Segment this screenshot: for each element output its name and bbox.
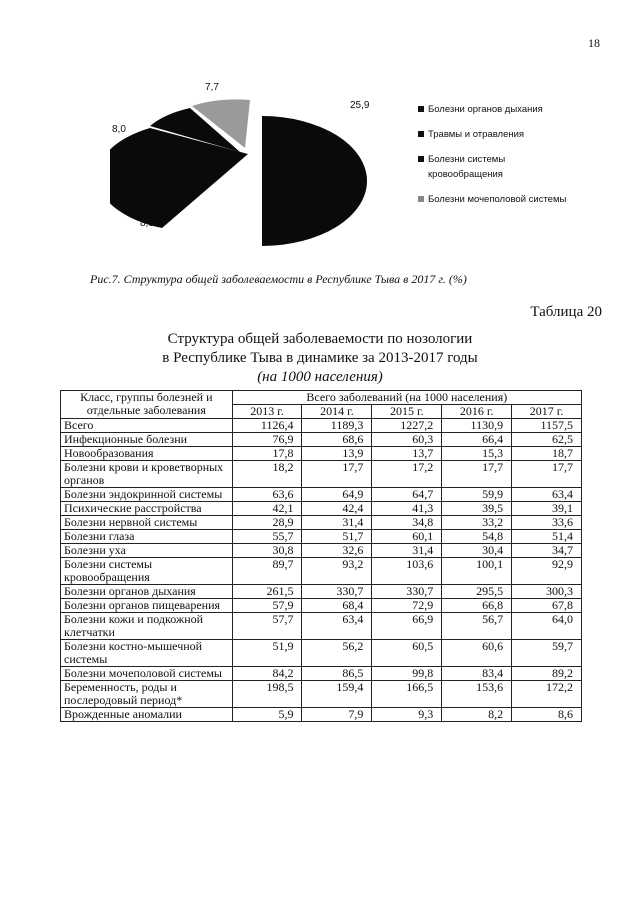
table-title-line: (на 1000 населения) xyxy=(257,369,383,385)
row-value: 34,7 xyxy=(512,544,582,558)
row-value: 13,9 xyxy=(302,447,372,461)
row-value: 1189,3 xyxy=(302,419,372,433)
row-value: 89,7 xyxy=(232,558,302,585)
row-value: 198,5 xyxy=(232,681,302,708)
row-value: 54,8 xyxy=(442,530,512,544)
year-header: 2016 г. xyxy=(442,405,512,419)
row-value: 300,3 xyxy=(512,585,582,599)
row-value: 72,9 xyxy=(372,599,442,613)
row-value: 33,2 xyxy=(442,516,512,530)
row-value: 8,6 xyxy=(512,708,582,722)
pie-chart xyxy=(110,78,410,248)
row-value: 66,9 xyxy=(372,613,442,640)
pie-label-genitourinary: 7,7 xyxy=(205,82,219,93)
page-number: 18 xyxy=(588,36,600,50)
row-value: 1227,2 xyxy=(372,419,442,433)
row-value: 64,0 xyxy=(512,613,582,640)
row-value: 17,2 xyxy=(372,461,442,488)
table-row xyxy=(61,708,582,722)
legend-label: Болезни мочеполовой системы xyxy=(428,194,567,205)
row-value: 60,3 xyxy=(372,433,442,447)
row-value: 31,4 xyxy=(302,516,372,530)
row-value: 5,9 xyxy=(232,708,302,722)
table-row xyxy=(61,516,582,530)
header-class-column: Класс, группы болезней и отдельные заболевания xyxy=(61,391,233,419)
row-value: 68,4 xyxy=(302,599,372,613)
row-value: 1126,4 xyxy=(232,419,302,433)
legend-item xyxy=(418,152,568,182)
row-value: 93,2 xyxy=(302,558,372,585)
row-value: 56,7 xyxy=(442,613,512,640)
row-label: Болезни мочеполовой системы xyxy=(61,667,233,681)
row-value: 39,5 xyxy=(442,502,512,516)
row-label: Болезни крови и кроветворных органов xyxy=(61,461,233,488)
row-label: Болезни системы кровообращения xyxy=(61,558,233,585)
row-value: 55,7 xyxy=(232,530,302,544)
table-row xyxy=(61,613,582,640)
row-value: 1157,5 xyxy=(512,419,582,433)
row-label: Психические расстройства xyxy=(61,502,233,516)
row-label: Болезни органов дыхания xyxy=(61,585,233,599)
row-value: 99,8 xyxy=(372,667,442,681)
row-value: 64,9 xyxy=(302,488,372,502)
legend-swatch xyxy=(418,131,424,137)
row-value: 7,9 xyxy=(302,708,372,722)
row-value: 63,4 xyxy=(512,488,582,502)
row-value: 62,5 xyxy=(512,433,582,447)
row-label: Болезни кожи и подкожной клетчатки xyxy=(61,613,233,640)
row-value: 66,4 xyxy=(442,433,512,447)
row-label: Новообразования xyxy=(61,447,233,461)
row-value: 32,6 xyxy=(302,544,372,558)
row-value: 56,2 xyxy=(302,640,372,667)
row-label: Болезни уха xyxy=(61,544,233,558)
year-header: 2015 г. xyxy=(372,405,442,419)
row-value: 84,2 xyxy=(232,667,302,681)
row-label: Беременность, роды и послеродовый период* xyxy=(61,681,233,708)
row-value: 60,1 xyxy=(372,530,442,544)
table-title xyxy=(60,330,580,387)
row-value: 30,8 xyxy=(232,544,302,558)
row-value: 51,4 xyxy=(512,530,582,544)
row-value: 63,4 xyxy=(302,613,372,640)
legend-item xyxy=(418,192,568,207)
table-row xyxy=(61,488,582,502)
row-value: 330,7 xyxy=(372,585,442,599)
row-label: Врожденные аномалии xyxy=(61,708,233,722)
row-value: 63,6 xyxy=(232,488,302,502)
row-label: Всего xyxy=(61,419,233,433)
row-value: 42,1 xyxy=(232,502,302,516)
row-label: Болезни глаза xyxy=(61,530,233,544)
row-value: 295,5 xyxy=(442,585,512,599)
row-value: 39,1 xyxy=(512,502,582,516)
row-label: Болезни эндокринной системы xyxy=(61,488,233,502)
row-value: 153,6 xyxy=(442,681,512,708)
row-value: 51,7 xyxy=(302,530,372,544)
row-value: 13,7 xyxy=(372,447,442,461)
row-value: 59,7 xyxy=(512,640,582,667)
table-row xyxy=(61,419,582,433)
year-header: 2017 г. xyxy=(512,405,582,419)
row-value: 76,9 xyxy=(232,433,302,447)
year-header: 2013 г. xyxy=(232,405,302,419)
row-value: 15,3 xyxy=(442,447,512,461)
legend-label: Травмы и отравления xyxy=(428,129,525,140)
row-value: 83,4 xyxy=(442,667,512,681)
pie-legend xyxy=(418,102,568,217)
row-value: 33,6 xyxy=(512,516,582,530)
table-row xyxy=(61,433,582,447)
pie-label-injuries: 8,0 xyxy=(112,124,126,135)
row-value: 100,1 xyxy=(442,558,512,585)
legend-label: Болезни органов дыхания xyxy=(428,104,543,115)
legend-item xyxy=(418,127,568,142)
row-value: 8,2 xyxy=(442,708,512,722)
header-group: Всего заболеваний (на 1000 населения) xyxy=(232,391,581,405)
row-value: 103,6 xyxy=(372,558,442,585)
morbidity-table xyxy=(60,390,582,722)
row-value: 18,2 xyxy=(232,461,302,488)
table-row xyxy=(61,530,582,544)
row-value: 42,4 xyxy=(302,502,372,516)
table-title-line: Структура общей заболеваемости по нозологии xyxy=(167,331,473,347)
row-label: Болезни органов пищеварения xyxy=(61,599,233,613)
row-label: Болезни костно-мышечной системы xyxy=(61,640,233,667)
row-value: 30,4 xyxy=(442,544,512,558)
table-row xyxy=(61,447,582,461)
row-value: 17,8 xyxy=(232,447,302,461)
row-value: 57,9 xyxy=(232,599,302,613)
row-label: Инфекционные болезни xyxy=(61,433,233,447)
row-value: 60,6 xyxy=(442,640,512,667)
year-header: 2014 г. xyxy=(302,405,372,419)
row-value: 89,2 xyxy=(512,667,582,681)
legend-label: Болезни системы кровообращения xyxy=(428,154,506,180)
row-value: 57,7 xyxy=(232,613,302,640)
row-value: 64,7 xyxy=(372,488,442,502)
row-value: 68,6 xyxy=(302,433,372,447)
row-value: 92,9 xyxy=(512,558,582,585)
table-row xyxy=(61,640,582,667)
legend-swatch xyxy=(418,196,424,202)
pie-slice-respiratory xyxy=(262,116,367,246)
row-value: 172,2 xyxy=(512,681,582,708)
row-value: 86,5 xyxy=(302,667,372,681)
table-row xyxy=(61,502,582,516)
pie-label-circulatory: 8,3 xyxy=(140,218,154,229)
row-value: 17,7 xyxy=(442,461,512,488)
row-value: 28,9 xyxy=(232,516,302,530)
row-value: 66,8 xyxy=(442,599,512,613)
table-row xyxy=(61,558,582,585)
row-value: 34,8 xyxy=(372,516,442,530)
row-value: 330,7 xyxy=(302,585,372,599)
row-value: 17,7 xyxy=(512,461,582,488)
row-value: 60,5 xyxy=(372,640,442,667)
row-value: 51,9 xyxy=(232,640,302,667)
row-value: 9,3 xyxy=(372,708,442,722)
row-value: 166,5 xyxy=(372,681,442,708)
table-header-row xyxy=(61,391,582,405)
legend-swatch xyxy=(418,156,424,162)
row-value: 261,5 xyxy=(232,585,302,599)
row-value: 159,4 xyxy=(302,681,372,708)
table-title-line: в Республике Тыва в динамике за 2013-2017 годы xyxy=(162,350,478,366)
legend-swatch xyxy=(418,106,424,112)
table-row xyxy=(61,681,582,708)
table-row xyxy=(61,667,582,681)
table-row xyxy=(61,585,582,599)
row-value: 31,4 xyxy=(372,544,442,558)
pie-label-respiratory: 25,9 xyxy=(350,100,370,111)
table-number: Таблица 20 xyxy=(530,304,602,320)
row-value: 18,7 xyxy=(512,447,582,461)
table-row xyxy=(61,461,582,488)
row-value: 41,3 xyxy=(372,502,442,516)
row-value: 67,8 xyxy=(512,599,582,613)
row-value: 59,9 xyxy=(442,488,512,502)
table-row xyxy=(61,599,582,613)
row-value: 17,7 xyxy=(302,461,372,488)
figure-caption: Рис.7. Структура общей заболеваемости в Республике Тыва в 2017 г. (%) xyxy=(90,272,467,286)
row-value: 1130,9 xyxy=(442,419,512,433)
row-label: Болезни нервной системы xyxy=(61,516,233,530)
legend-item xyxy=(418,102,568,117)
table-row xyxy=(61,544,582,558)
